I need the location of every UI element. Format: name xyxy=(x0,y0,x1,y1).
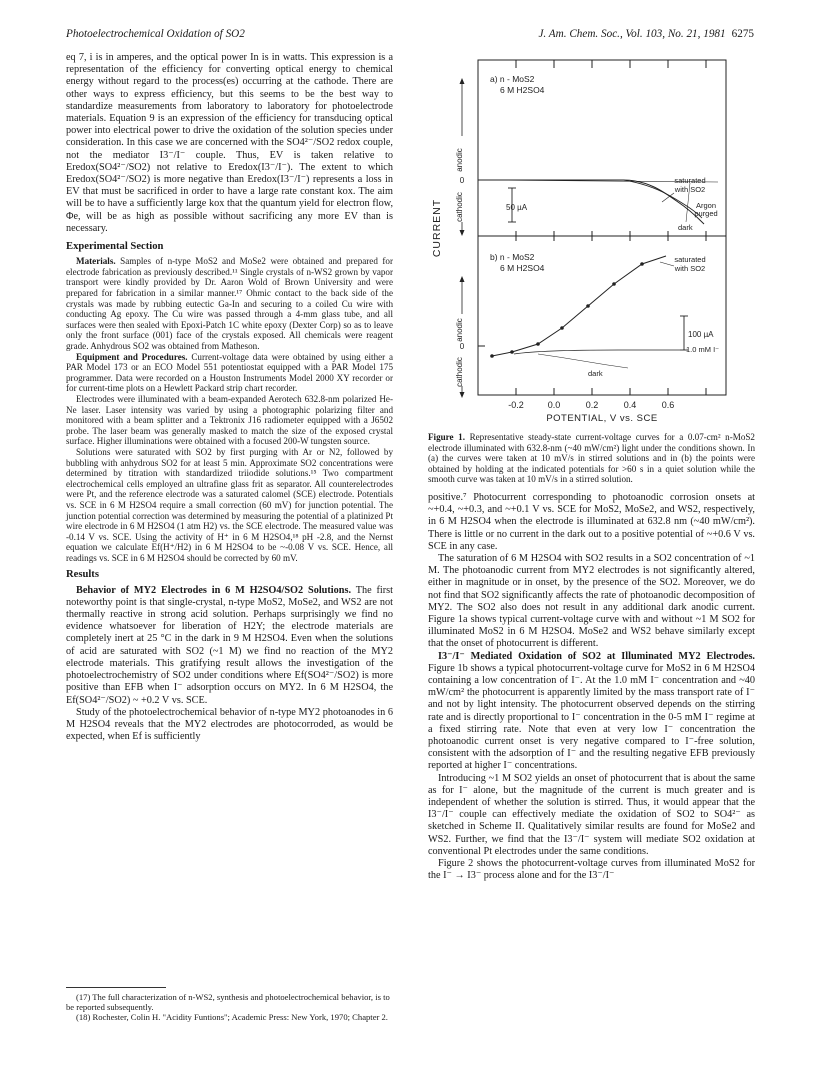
arrow-up-icon xyxy=(460,276,465,282)
panel-a-argon-label: Argon xyxy=(695,201,717,210)
intro-paragraph: eq 7, i is in amperes, and the optical power In is in watts. This expression is a representation of the efficiency for converting optical energy to chemical energy without regard to the process(es) occurring at the cathode. There are other ways to express efficiency, but this seems to be the best way to standardize measurements from laboratory to laboratory for photoelectrode materials. Equation 9 is an expression of the efficiency for transducing optical power into electrical power to drive the oxidation of the solution species under consideration. In this case we are concerned with the SO4²⁻/SO2 redox couple, not the mediator I3⁻/I⁻ couple. Thus, EV is taken relative to Eredox(SO4²⁻/SO2) not relative to Eredox(I3⁻/I⁻). The extent to which Eredox(SO4²⁻/SO2) is more negative than Eredox(I3⁻/I⁻) represents a loss in EV that must be sacrificed in order to have a large rate constant kox. The aim will be to have a sufficiently large kox that the quantum yield for electron flow, Φe, will be as high as possible without sacrificing any more EV than is necessary. xyxy=(66,52,393,234)
behavior-heading: Behavior of MY2 Electrodes in 6 M H2SO4/SO2 Solutions. xyxy=(76,584,352,596)
panel-b-saturated-leader xyxy=(660,262,674,266)
mediated-text: Figure 1b shows a typical photocurrent-voltage curve for MoS2 in 6 M H2SO4 containing a low concentration of I⁻. At the 1.0 mM I⁻ concentration and ~40 mW/cm² the photocurrent is apparently limited by the mass transport rate of I⁻ and not by light intensity. The photocurrent observed depends on the stirring rate and is directly proportional to I⁻ concentration in the 0-5 mM I⁻ regime at a fixed stirring rate. Note that even at very low I⁻ concentration the photoanodic current onset is very negative compared to I⁻-free solution, consistent with the adsorption of I⁻ and the resulting negative EFB previously reported at higher I⁻ concentrations. xyxy=(428,662,755,772)
bottom-ticks xyxy=(516,388,706,395)
equipment-text: Current-voltage data were obtained by using either a PAR Model 173 or an ECO Model 551 potentiostat equipped with a PAR Model 175 programmer. Data were recorded on a Houston Instruments Model 2000 XY recorder or for current-time plots on a Hewlett Packard strip chart recorder. xyxy=(66,351,393,394)
footnote-18: (18) Rochester, Colin H. "Acidity Funtions"; Academic Press: New York, 1970; Chapter 2. xyxy=(76,1012,388,1023)
panel-b-axis-annotations xyxy=(455,276,465,398)
saturation-paragraph: The saturation of 6 M H2SO4 with SO2 results in a SO2 concentration of ~1 M. The photoanodic current from MY2 electrodes is not significantly altered, either in magnitude or in onset, by the presence of the SO2. Moreover, we do not find that SO2 significantly affects the rate of photoanodic decomposition of MY2. The SO2 also does not result in any additional dark anodic current. Figure 1a shows typical current-voltage curve with and without ~1 M SO2 for illuminated MoS2 in 6 M H2SO4. MoSe2 and WS2 behave similarly except that the onset of photocurrent is different. xyxy=(428,553,755,650)
panel-b-electrolyte: 6 M H2SO4 xyxy=(500,263,545,273)
positive-paragraph: positive.⁷ Photocurrent corresponding to photoanodic corrosion onsets at ~+0.4, ~+0.3, and ~+0.1 V vs. SCE for MoS2, MoSe2, and WS2, respectively, in 6 M H2SO4 when the electrode is illuminated at 632.8 nm (~40 mW/cm²). There is little or no current in the dark out to a positive potential of ~+0.6 V vs. SCE in any case. xyxy=(428,492,755,552)
arrow-up-icon xyxy=(460,78,465,84)
journal-citation xyxy=(538,28,754,40)
panel-b-scale-label: 100 µA xyxy=(688,330,714,339)
caption-label: Figure 1. xyxy=(428,432,465,442)
panel-a-dark-label: dark xyxy=(678,223,693,232)
data-point xyxy=(612,282,616,286)
panel-b-data-points xyxy=(490,262,644,358)
figure2-paragraph: Figure 2 shows the photocurrent-voltage curves from illuminated MoS2 for the I⁻ → I3⁻ process alone and for the I3⁻/I⁻ xyxy=(428,858,755,882)
panel-b-anodic: anodic xyxy=(455,318,464,342)
x-tick-labels xyxy=(508,400,674,410)
panel-b-dark-curve xyxy=(538,354,628,368)
journal-name: J. Am. Chem. Soc., Vol. 103, No. 21, 1981 xyxy=(538,28,726,40)
figure-1 xyxy=(428,52,755,485)
study-paragraph: Study of the photoelectrochemical behavior of n-type MY2 photoanodes in 6 M H2SO4 reveals that the MY2 electrodes are photocorroded, as would be expected, when Ef is sufficiently xyxy=(66,706,393,743)
x-tick-label: 0.6 xyxy=(661,400,675,410)
panel-b-zero: 0 xyxy=(459,342,465,351)
equipment-paragraph xyxy=(66,352,393,394)
running-header xyxy=(66,28,754,44)
equipment-heading: Equipment and Procedures. xyxy=(76,351,188,362)
data-point xyxy=(490,354,494,358)
solutions-paragraph: Solutions were saturated with SO2 by first purging with Ar or N2, followed by bubbling with anhydrous SO2 for at least 5 min. Approximate SO2 concentrations were determined by titration with standardized triiodide solutions.¹⁵ Two compartment electrochemical cells employed an ultrafine glass frit as separator. All counterelectrodes were Pt, and the reference electrode was a saturated calomel (SCE) electrode. Potentials vs. SCE in 6 M H2SO4 require a small correction (60 mV) for junction potential. The junction potential correction was determined by measuring the potential of a platinized Pt wire electrode in 6 M H2SO4 (1 atm H2) vs. the SCE electrode. The measured value was -0.14 V vs. SCE. Using the activity of H⁺ in 6 M H2SO4,¹⁸ pH -2.8, and the Nernst equation we calculate Ef(H⁺/H2) in 6 M H2SO4 to be ~-0.08 V vs. SCE. Hence, all readings vs. SCE in 6 M H2SO4 should be corrected by 60 mV. xyxy=(66,446,393,563)
panel-a-saturated-label-2: with SO2 xyxy=(674,185,706,194)
footnotes xyxy=(66,987,393,1023)
panel-a-label: a) n - MoS2 xyxy=(490,74,535,84)
arrow-down-icon xyxy=(460,230,465,236)
panel-b-saturated-label-2: with SO2 xyxy=(674,264,706,273)
behavior-text: The first noteworthy point is that single-crystal, n-type MoS2, MoSe2, and WS2 are not thermally reactive in strong acid solution. Perhaps surprisingly we find no evidence whatsoever for liberation of H2Y; the electrode materials are completely inert at 25 °C in the dark in 9 M H2SO4. Even when the solutions of acid are saturated with SO2 (~1 M) we find no reaction of the MY2 electrode materials. This gratifying result allows the investigation of the photoelectrochemistry of SO2 under conditions where Ef(SO4²⁻/SO2) is more positive than EFB when I⁻ adsorption occurs on MY2. In 6 M H2SO4, the Ef(SO4²⁻/SO2) ~ +0.2 V vs. SCE. xyxy=(66,584,393,706)
mediated-heading: I3⁻/I⁻ Mediated Oxidation of SO2 at Illuminated MY2 Electrodes. xyxy=(438,650,755,662)
materials-paragraph xyxy=(66,256,393,351)
panel-a-cathodic: cathodic xyxy=(455,192,464,222)
introducing-paragraph: Introducing ~1 M SO2 yields an onset of photocurrent that is about the same as for I⁻ alone, but the magnitude of the current is much greater and is independent of whether the solution is stirred. Thus, it would appear that the I3⁻/I⁻ couple can effectively mediate the oxidation of SO2 to SO4²⁻ as sketched in Scheme II. Qualitatively similar results are found for MoSe2 and WS2. Further, we find that the I3⁻/I⁻ system will mediate SO2 oxidation at conventional Pt electrodes under the same conditions. xyxy=(428,772,755,857)
page-number: 6275 xyxy=(731,28,754,40)
footnote-17: (17) The full characterization of n-WS2, synthesis and photoelectrochemical behavior, is to be reported subsequently. xyxy=(66,992,390,1013)
panel-b-cathodic: cathodic xyxy=(455,357,464,387)
data-point xyxy=(536,342,540,346)
data-point xyxy=(640,262,644,266)
panel-a-saturated-label: saturated xyxy=(674,176,706,185)
right-column xyxy=(428,52,755,883)
panel-b-saturated-label: saturated xyxy=(674,255,706,264)
x-tick-label: 0.0 xyxy=(547,400,561,410)
footnote-rule xyxy=(66,987,166,988)
electrodes-paragraph: Electrodes were illuminated with a beam-expanded Aerotech 632.8-nm polarized He-Ne laser. Laser intensity was varied by using a photographic polarizing filter and monitored with a beam splitter and a Tektronix J16 radiometer equipped with a J6502 probe. The laser beam was generally masked to match the size of the exposed crystal surface. Higher illuminations were obtained with a focused 200-W tungsten source. xyxy=(66,393,393,447)
results-heading: Results xyxy=(66,569,99,581)
y-axis-label: CURRENT xyxy=(431,198,443,258)
panel-a-axis-annotations xyxy=(455,78,465,236)
caption-text: Representative steady-state current-voltage curves for a 0.07-cm² n-MoS2 electrode illuminated with 632.8-nm (~40 mW/cm²) light under the conditions shown. In (a) the curves were taken at 10 mV/s in stirred solutions and in (b) the points were obtained by holding at the indicated potentials for >60 s in a quiet solution while the smooth curve was taken at 10 mV/s in a stirred solution. xyxy=(428,432,755,485)
panel-b-label: b) n - MoS2 xyxy=(490,252,535,262)
behavior-paragraph xyxy=(66,585,393,707)
data-point xyxy=(586,304,590,308)
data-point xyxy=(560,326,564,330)
x-tick-label: 0.4 xyxy=(623,400,637,410)
experimental-heading: Experimental Section xyxy=(66,241,164,253)
x-axis-label: POTENTIAL, V vs. SCE xyxy=(546,413,658,424)
left-column xyxy=(66,52,393,743)
panel-a-saturated-curve xyxy=(485,180,704,224)
materials-text: Samples of n-type MoS2 and MoSe2 were obtained and prepared for electrode fabrication as previously described.¹¹ Single crystals of n-WS2 grown by vapor transport were kindly provided by Dr. Aaron Wold of Brown University and were prepared for fabrication in a similar manner.¹⁷ Ohmic contact to the back side of the crystals was made by rubbing eutectic Ga-In and securing to a coiled Cu wire with conducting Ag epoxy. The Cu wire was passed through a 4-mm glass tube, and all surfaces were then sealed with Epoxi-Patch 1C white epoxy (Dexter Corp) so as to leave only the front surface (001) face of the crystals exposed. All chemicals were reagent grade. Anhydrous SO2 was obtained from Matheson. xyxy=(66,256,393,351)
panel-a-zero: 0 xyxy=(459,176,465,185)
panel-b-iodide-curve xyxy=(514,350,680,354)
arrow-down-icon xyxy=(460,392,465,398)
panel-a-scale-label: 50 µA xyxy=(506,203,528,212)
figure-caption xyxy=(428,432,755,485)
x-tick-label: -0.2 xyxy=(508,400,524,410)
running-title: Photoelectrochemical Oxidation of SO2 xyxy=(66,28,245,40)
figure-1-plot xyxy=(428,52,755,476)
panel-b-dark-label: dark xyxy=(588,369,603,378)
panel-a-argon-label-2: purged xyxy=(694,209,718,218)
panel-a-electrolyte: 6 M H2SO4 xyxy=(500,85,545,95)
data-point xyxy=(510,350,514,354)
top-ticks xyxy=(516,60,706,68)
materials-heading: Materials. xyxy=(76,256,116,267)
panel-b-iodide-label: 1.0 mM I⁻ xyxy=(686,345,720,354)
mediated-paragraph xyxy=(428,651,755,773)
x-tick-label: 0.2 xyxy=(585,400,599,410)
panel-a-anodic: anodic xyxy=(455,148,464,172)
